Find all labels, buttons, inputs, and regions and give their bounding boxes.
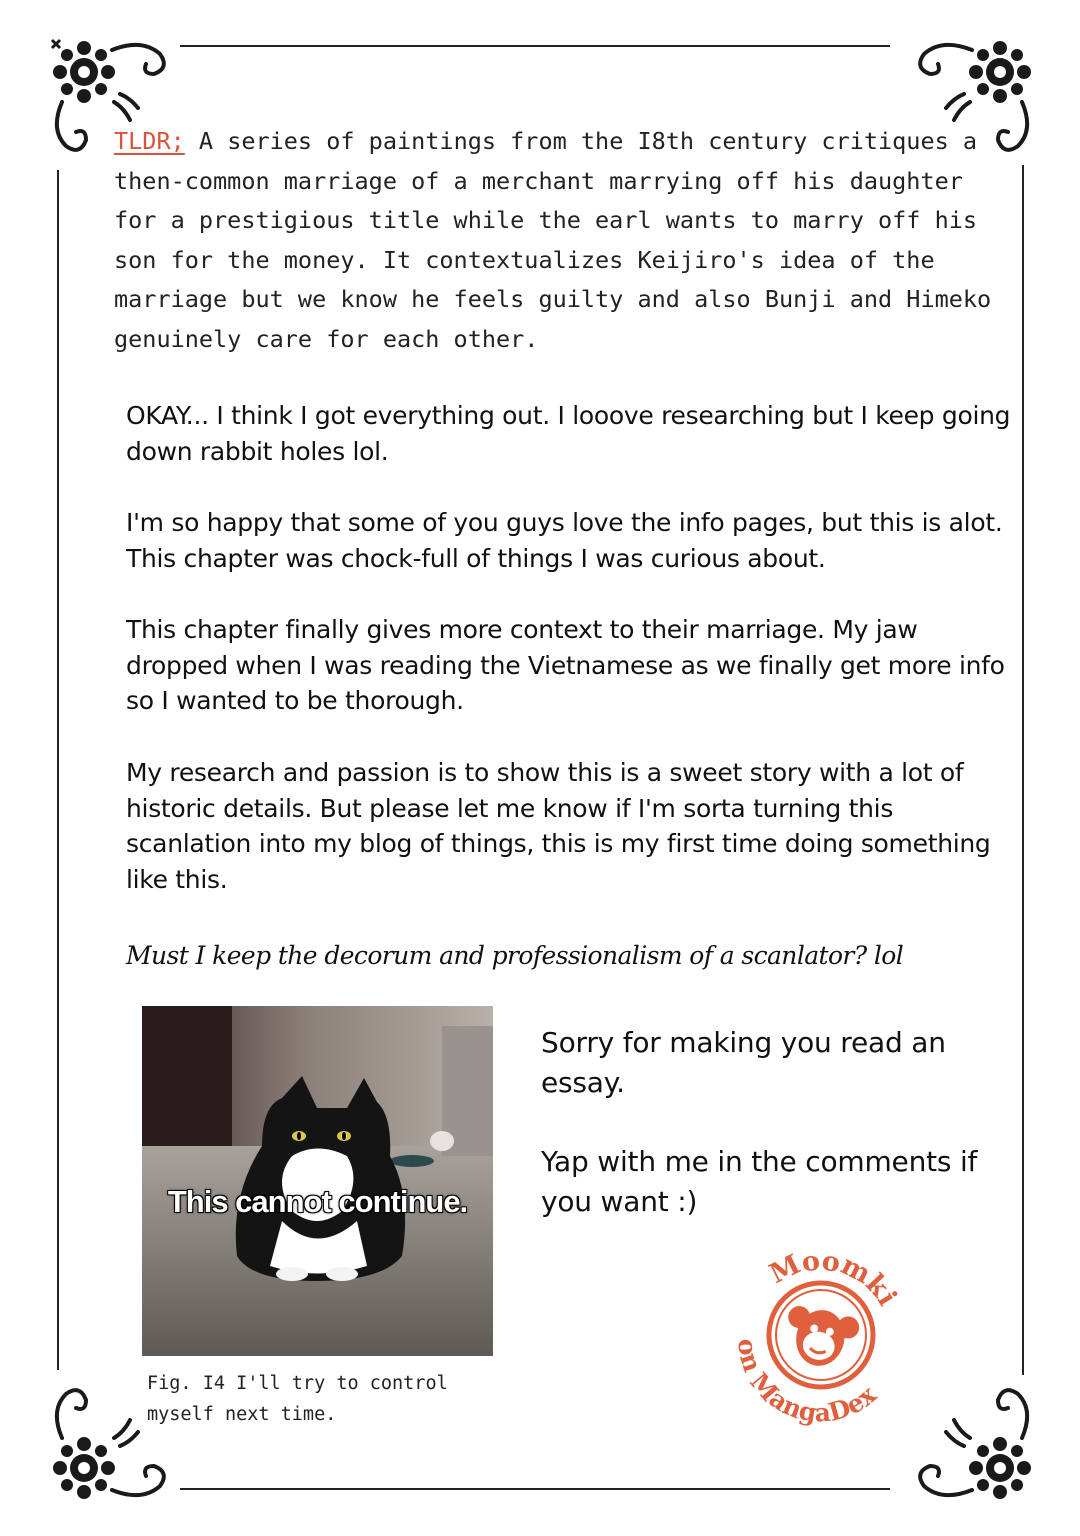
figure-caption: Fig. I4 I'll try to control myself next time. — [147, 1373, 448, 1425]
stamp-top-text: Moomki — [764, 1245, 903, 1312]
tldr-text: A series of paintings from the I8th century critiques a then-common marriage of a merchant marrying off his daughter for a prestigious title while the earl wants to marry off his son for the money. It contextualizes Keijiro's idea of the marriage but we know he feels guilty and also Bunji and Himeko genuinely care for each other. — [114, 127, 992, 353]
tldr-paragraph — [114, 122, 994, 360]
moomki-stamp-logo — [716, 1230, 926, 1440]
frame-right-rule — [1022, 165, 1024, 1375]
meme-caption: This cannot continue. — [167, 1184, 468, 1219]
cat-meme-image — [142, 1006, 493, 1356]
corner-ornament-bottom-right — [912, 1380, 1042, 1510]
paragraph-intro: OKAY... I think I got everything out. I looove researching but I keep going down rabbit holes lol. — [126, 401, 1011, 466]
paragraph-context: This chapter finally gives more context to their marriage. My jaw dropped when I was reading the Vietnamese as we finally get more info so I wanted to be thorough. — [126, 615, 1005, 715]
side-note-sorry: Sorry for making you read an essay. — [541, 1026, 946, 1099]
paragraph-decorum: Must I keep the decorum and professionalism of a scanlator? lol — [126, 941, 904, 970]
tldr-label: TLDR; — [114, 127, 185, 155]
paragraph-research: My research and passion is to show this is a sweet story with a lot of historic details. But please let me know if I'm sorta turning this scanlation into my blog of things, this is my first time doing something like this. — [126, 758, 991, 894]
cat-illustration — [142, 1006, 493, 1356]
frame-left-rule — [57, 170, 59, 1370]
frame-bottom-rule — [180, 1488, 890, 1490]
frame-top-rule — [180, 45, 890, 47]
side-note-comments: Yap with me in the comments if you want :) — [541, 1145, 978, 1218]
paragraph-info-pages: I'm so happy that some of you guys love the info pages, but this is alot. This chapter was chock-full of things I was curious about. — [126, 508, 1003, 573]
stamp-bottom-text: on MangaDex — [732, 1337, 882, 1428]
